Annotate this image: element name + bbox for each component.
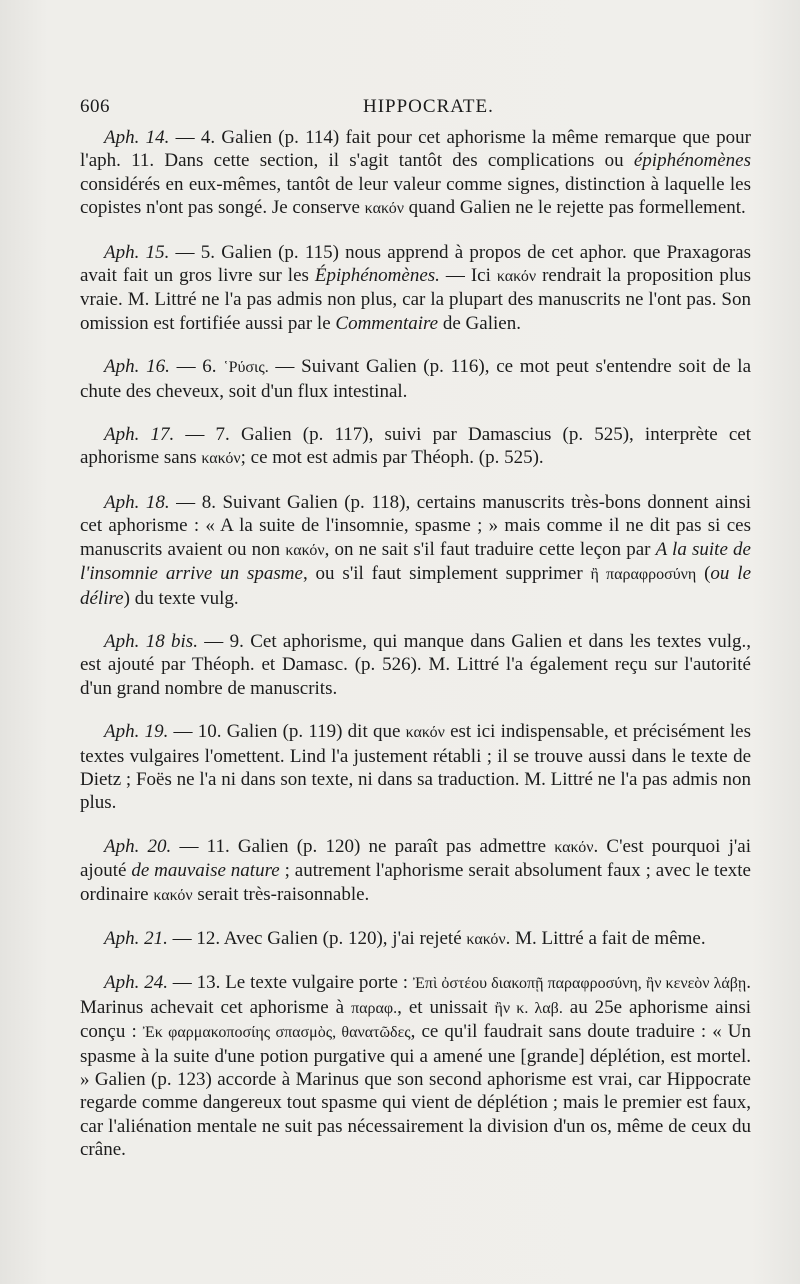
note-paragraph bbox=[80, 126, 751, 221]
note-paragraph bbox=[80, 971, 751, 1161]
aphorism-reference: Aph. 17. bbox=[104, 424, 175, 446]
notes-body bbox=[80, 126, 751, 1162]
aphorism-reference: Aph. 16. bbox=[104, 356, 170, 378]
note-paragraph bbox=[80, 355, 751, 403]
note-paragraph bbox=[80, 720, 751, 815]
note-text: . M. Littré a fait de même. bbox=[505, 927, 706, 949]
greek-term: παραφ. bbox=[351, 999, 398, 1017]
note-text: — 11. Galien (p. 120) ne paraît pas admettre bbox=[171, 835, 555, 857]
note-text: . C'est pourquoi j'ai ajouté bbox=[80, 835, 751, 882]
note-paragraph bbox=[80, 491, 751, 610]
italic-phrase: de mauvaise nature bbox=[131, 860, 280, 882]
note-paragraph bbox=[80, 630, 751, 700]
note-text: , on ne sait s'il faut traduire cette leçon par bbox=[324, 538, 656, 560]
note-text: rendrait la proposition plus vraie. M. Littré ne l'a pas admis non plus, car la plupart des manuscrits ne l'ont pas. Son omission est fortifiée aussi par le bbox=[80, 265, 751, 334]
note-text: — 4. Galien (p. 114) fait pour cet aphorisme la même remarque que pour l'aph. 11. Dans cette section, il s'agit tantôt des complications ou bbox=[80, 127, 751, 172]
note-text: . Marinus achevait cet aphorisme à bbox=[80, 972, 752, 1018]
italic-phrase: ou le délire bbox=[80, 563, 752, 609]
greek-term: κακόν bbox=[153, 886, 193, 904]
note-text: serait très-raisonnable. bbox=[192, 883, 370, 905]
page-number: 606 bbox=[80, 96, 110, 117]
running-title: HIPPOCRATE. bbox=[363, 96, 494, 117]
note-text: , et unissait bbox=[397, 996, 495, 1018]
aphorism-reference: Aph. 15. bbox=[104, 241, 170, 263]
greek-term: ῾Ρύσις. bbox=[223, 359, 269, 377]
note-text: — 10. Galien (p. 119) dit que bbox=[168, 721, 406, 743]
note-text: — 13. Le texte vulgaire porte : bbox=[167, 972, 413, 994]
greek-term: ἢ παραφροσύνη bbox=[590, 566, 697, 584]
greek-term: κακόν bbox=[405, 724, 445, 742]
note-paragraph bbox=[80, 241, 751, 336]
note-text: au 25e aphorisme ainsi conçu : bbox=[80, 996, 751, 1043]
note-text: ) du texte vulg. bbox=[123, 587, 239, 609]
note-paragraph bbox=[80, 835, 751, 907]
note-text: — Ici bbox=[439, 265, 497, 287]
note-text: ; autrement l'aphorisme serait absolument faux ; avec le texte ordinaire bbox=[80, 860, 751, 905]
italic-phrase: A la suite de l'insomnie arrive un spasme bbox=[80, 538, 751, 585]
greek-term: Ἐπὶ ὀστέου διακοπῇ παραφροσύνη, ἢν κενεὸν λάβῃ bbox=[412, 975, 747, 993]
greek-term: κακόν bbox=[496, 268, 537, 286]
note-text: , ou s'il faut simplement supprimer bbox=[302, 563, 591, 585]
greek-term: κακόν bbox=[201, 450, 241, 468]
greek-term: κακόν bbox=[466, 930, 506, 948]
greek-term: ἢν κ. λαβ. bbox=[494, 999, 563, 1017]
greek-term: κακόν bbox=[554, 838, 594, 856]
note-text: — 12. Avec Galien (p. 120), j'ai rejeté bbox=[167, 927, 467, 949]
note-text: — 9. Cet aphorisme, qui manque dans Galien et dans les textes vulg., est ajouté par Théoph. et Damasc. (p. 526). M. Littré l'a également reçu sur l'autorité d'un grand nombre de manuscrits. bbox=[80, 630, 751, 699]
italic-phrase: Épiphénomènes. bbox=[314, 265, 440, 287]
note-text: de Galien. bbox=[438, 312, 521, 334]
note-text: ( bbox=[696, 563, 711, 585]
aphorism-reference: Aph. 18 bis. bbox=[104, 630, 198, 652]
aphorism-reference: Aph. 20. bbox=[104, 835, 172, 857]
italic-phrase: Commentaire bbox=[335, 312, 439, 334]
aphorism-reference: Aph. 14. bbox=[104, 127, 170, 148]
note-text: est ici indispensable, et précisément les textes vulgaires l'omettent. Lind l'a justement rétabli ; il se trouve aussi dans le texte de Dietz ; Foës ne l'a ni dans son texte, ni dans sa traduction. M. Littré ne l'a pas admis non plus. bbox=[80, 721, 752, 814]
aphorism-reference: Aph. 21. bbox=[104, 927, 168, 949]
note-text: — 7. Galien (p. 117), suivi par Damascius (p. 525), interprète cet aphorisme sans bbox=[80, 424, 752, 469]
note-text: — Suivant Galien (p. 116), ce mot peut s'entendre soit de la chute des cheveux, soit d'un flux intestinal. bbox=[80, 356, 752, 402]
greek-term: Ἐκ φαρμακοποσίης σπασμὸς, θανατῶδες bbox=[142, 1024, 411, 1042]
note-paragraph bbox=[80, 423, 751, 471]
note-text: — 5. Galien (p. 115) nous apprend à propos de cet aphor. que Praxagoras avait fait un gros livre sur les bbox=[80, 241, 751, 287]
aphorism-reference: Aph. 19. bbox=[104, 721, 169, 743]
aphorism-reference: Aph. 24. bbox=[104, 972, 168, 994]
running-header bbox=[80, 96, 750, 122]
note-text: quand Galien ne le rejette pas formellement. bbox=[403, 197, 746, 219]
note-paragraph bbox=[80, 927, 751, 951]
note-text: ; ce mot est admis par Théoph. (p. 525). bbox=[240, 447, 544, 469]
aphorism-reference: Aph. 18. bbox=[104, 491, 170, 513]
italic-phrase: épiphénomènes bbox=[633, 150, 751, 172]
note-text: considérés en eux-mêmes, tantôt de leur valeur comme signes, distinction à laquelle les copistes n'ont pas songé. Je conserve bbox=[80, 173, 751, 219]
greek-term: κακόν bbox=[285, 541, 325, 559]
greek-term: κακόν bbox=[364, 200, 404, 218]
note-text: — 6. bbox=[169, 356, 224, 378]
note-text: — 8. Suivant Galien (p. 118), certains manuscrits très-bons donnent ainsi cet aphorisme : « A la suite de l'insomnie, spasme ; » mais comme il ne dit pas si ces manuscrits avaient ou non bbox=[80, 491, 751, 560]
note-text: , ce qu'il faudrait sans doute traduire : « Un spasme à la suite d'une potion purgative qui a amené une [grande] déplétion, est mortel. » Galien (p. 123) accorde à Marinus que son second aphorisme est vrai, car Hippocrate regarde comme dangereux tout spasme qui vient de déplétion ; mais le premier est faux, car l'aliénation mentale ne suit pas nécessairement la division d'un os, même de ceux du crâne. bbox=[80, 1021, 752, 1161]
